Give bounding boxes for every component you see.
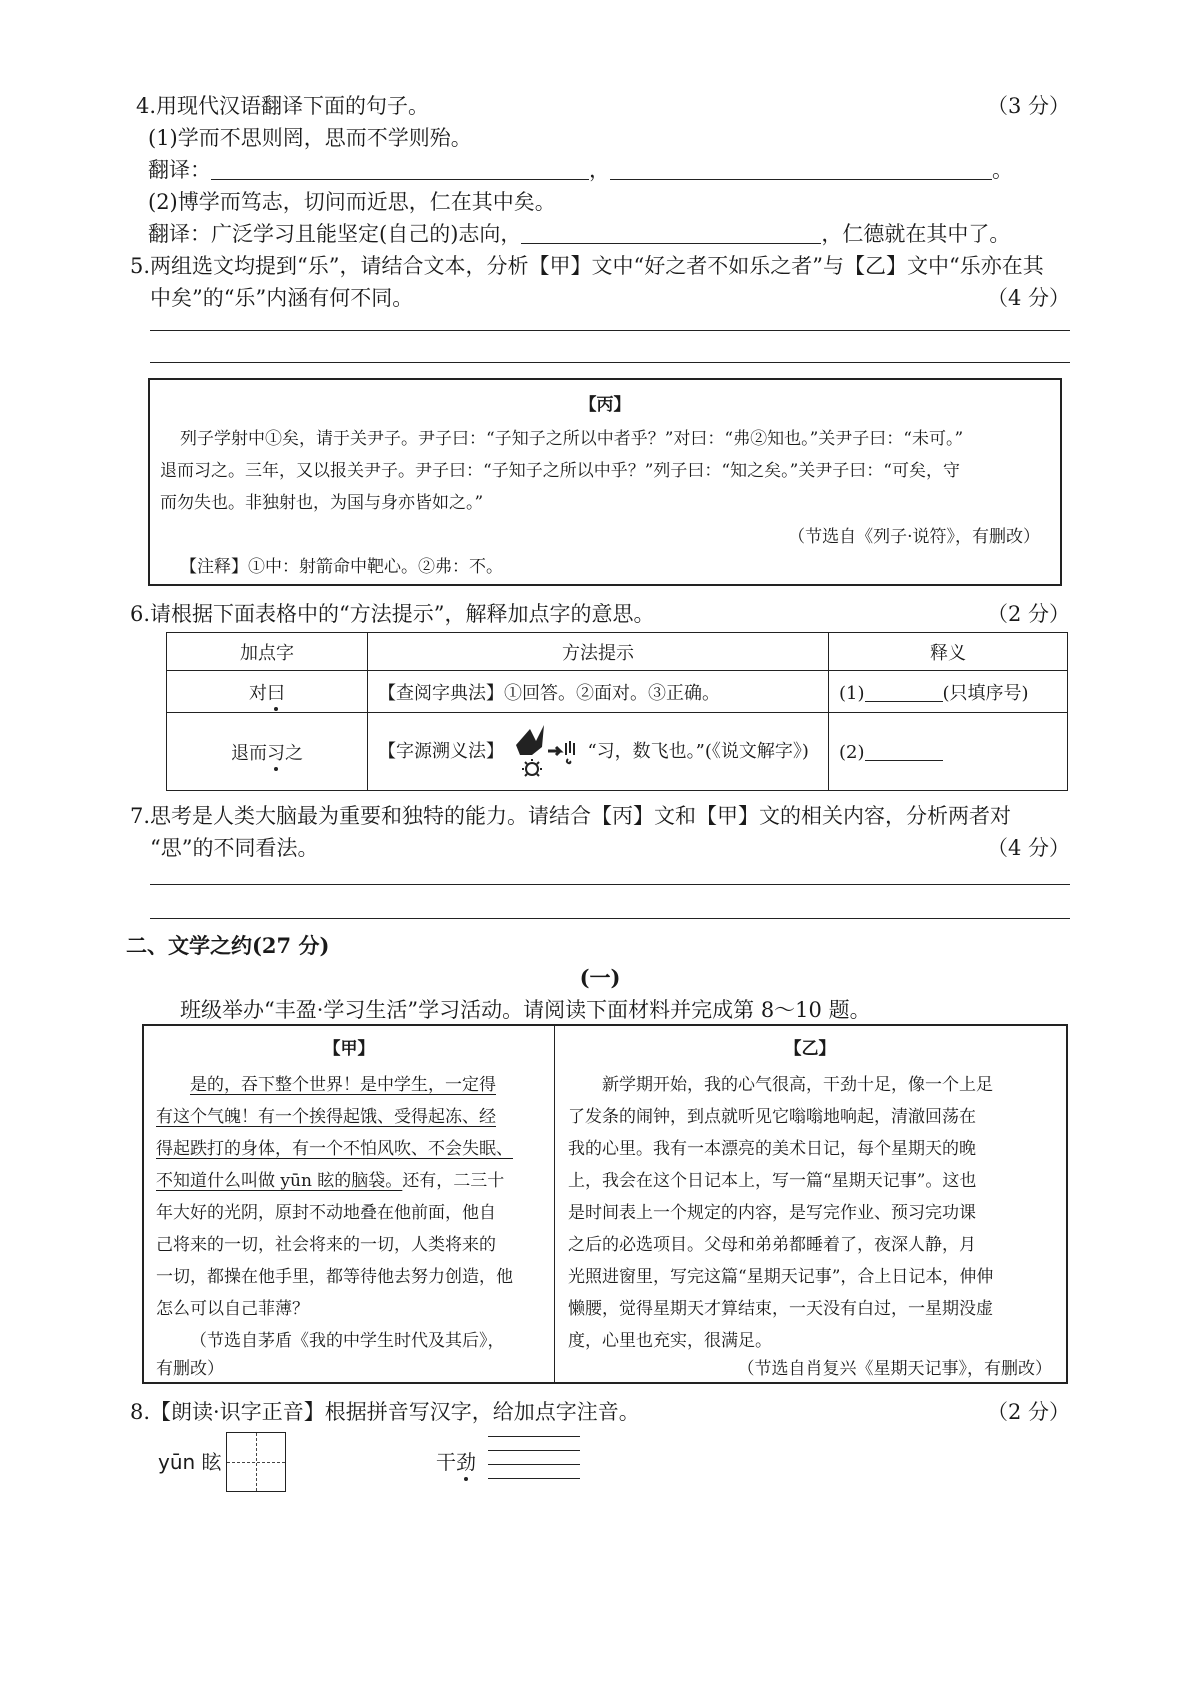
bing-line-2: 退而习之。三年，又以报关尹子。尹子曰：“子知子之所以中乎？”列子曰：“知之矣。”关尹子曰：“可矣，守 (160, 461, 960, 481)
q4-score: （3 分） (986, 94, 1070, 118)
section-2-intro: 班级举办“丰盈·学习生活”学习活动。请阅读下面材料并完成第 8～10 题。 (180, 998, 871, 1022)
jia-line-4-row (156, 1166, 504, 1191)
answer-blank[interactable] (521, 223, 821, 244)
column-divider (554, 1026, 555, 1382)
header-meaning: 释义 (829, 633, 1068, 671)
pinyin-four-line-grid[interactable] (488, 1436, 580, 1482)
q4-answer-line-2 (148, 218, 1010, 248)
meaning-cell (829, 713, 1068, 791)
bing-title: 【丙】 (579, 395, 631, 415)
bing-line-3: 而勿失也。非独射也，为国与身亦皆如之。” (160, 493, 484, 513)
q5-score: （4 分） (986, 286, 1070, 310)
dot-mark (466, 1460, 472, 1466)
header-word: 加点字 (167, 633, 368, 671)
table-row (167, 671, 1068, 713)
method-cell: 【查阅字典法】①回答。②面对。③正确。 (368, 671, 829, 713)
word-cell (167, 713, 368, 791)
bing-passage-box (148, 378, 1062, 586)
jia-line-3: 得起跌打的身体，有一个不怕风吹、不会失眠、 (156, 1139, 513, 1159)
yi-line-8: 懒腰，觉得星期天才算结束，一天没有白过，一星期没虚 (568, 1299, 993, 1319)
yi-line-2: 了发条的闹钟，到点就听见它嗡嗡地响起，清澈回荡在 (568, 1107, 976, 1127)
section-2-subtitle: (一) (579, 965, 621, 990)
jia-line-4: 不知道什么叫做 yūn 眩的脑袋。 (156, 1171, 403, 1191)
word-text: 退而习之 (231, 743, 303, 764)
pinyin-line (488, 1436, 580, 1437)
q7-line-2: “思”的不同看法。 (150, 836, 319, 860)
pinyin-line (488, 1464, 580, 1465)
answer-line[interactable] (150, 918, 1070, 919)
q6-stem: 6.请根据下面表格中的“方法提示”，解释加点字的意思。 (130, 602, 655, 626)
dotted-char: 劲 (456, 1446, 476, 1475)
answer-blank[interactable] (211, 159, 589, 180)
bird-sun-glyph-icon (510, 721, 582, 783)
jia-line-1: 是的，吞下整个世界！是中学生，一定得 (190, 1075, 496, 1095)
answer-blank[interactable] (865, 681, 943, 702)
meaning-cell (829, 671, 1068, 713)
yi-line-5: 是时间表上一个规定的内容，是写完作业、预习完功课 (568, 1203, 976, 1223)
pinyin-line (488, 1478, 580, 1479)
tian-zi-ge-box[interactable] (226, 1432, 286, 1492)
jia-title: 【甲】 (323, 1039, 375, 1059)
bing-note: 【注释】①中：射箭命中靶心。②弗：不。 (180, 557, 503, 577)
jia-panel (144, 1026, 554, 1382)
yi-line-4: 上，我会在这个日记本上，写一篇“星期天记事”。这也 (568, 1171, 977, 1191)
bing-line-1: 列子学射中①矣，请于关尹子。尹子曰：“子知子之所以中者乎？”对曰：“弗②知也。”关尹子曰：“未可。” (180, 429, 964, 449)
reading-materials-box (142, 1024, 1068, 1384)
blank-hint: (只填序号) (942, 682, 1029, 704)
grid-vertical-guide (256, 1433, 257, 1491)
answer-blank[interactable] (865, 740, 943, 761)
q7-line-1: 7.思考是人类大脑最为重要和独特的能力。请结合【丙】文和【甲】文的相关内容，分析两者对 (130, 804, 1012, 828)
jia-line-2: 有这个气魄！有一个挨得起饿、受得起冻、经 (156, 1107, 496, 1127)
pinyin-line (488, 1450, 580, 1451)
dotted-char: 习 (267, 739, 285, 765)
section-2-title: 二、文学之约(27 分) (126, 933, 330, 958)
bing-source: （节选自《列子·说符》，有删改） (788, 527, 1040, 547)
q5-line-1: 5.两组选文均提到“乐”，请结合文本，分析【甲】文中“好之者不如乐之者”与【乙】文中“乐亦在其 (130, 254, 1044, 278)
yi-title: 【乙】 (784, 1039, 836, 1059)
header-method: 方法提示 (368, 633, 829, 671)
q5-line-2: 中矣”的“乐”内涵有何不同。 (150, 286, 414, 310)
method-table (166, 632, 1068, 791)
yi-source: （节选自肖复兴《星期天记事》，有删改） (737, 1359, 1052, 1379)
table-header-row (167, 633, 1068, 671)
translation-prefix: 翻译：广泛学习且能坚定(自己的)志向， (148, 222, 522, 246)
q6-score: （2 分） (986, 602, 1070, 626)
yi-line-6: 之后的必选项目。父母和弟弟都睡着了，夜深人静，月 (568, 1235, 976, 1255)
method-cell (368, 713, 829, 791)
yi-line-7: 光照进窗里，写完这篇“星期天记事”，合上日记本，伸伸 (568, 1267, 994, 1287)
jia-source-1: （节选自茅盾《我的中学生时代及其后》， (190, 1331, 505, 1351)
blank-label: (1) (839, 682, 865, 704)
method-label: 【字源溯义法】 (378, 740, 504, 762)
yi-line-3: 我的心里。我有一本漂亮的美术日记，每个星期天的晚 (568, 1139, 976, 1159)
comma: ， (589, 158, 610, 182)
jia-line-4-tail: 还有，二三十 (402, 1171, 505, 1191)
q8-score: （2 分） (986, 1400, 1070, 1424)
answer-line[interactable] (150, 884, 1070, 885)
q4-stem: 4.用现代汉语翻译下面的句子。 (136, 94, 430, 118)
table-row (167, 713, 1068, 791)
q7-score: （4 分） (986, 836, 1070, 860)
period: 。 (992, 158, 1013, 182)
blank-label: (2) (839, 742, 865, 763)
answer-blank[interactable] (610, 159, 992, 180)
q8-item-1-label: yūn 眩 (158, 1450, 222, 1474)
word-cell (167, 671, 368, 713)
yi-line-1: 新学期开始，我的心气很高，干劲十足，像一个上足 (602, 1075, 993, 1095)
dotted-char: 曰 (267, 679, 285, 705)
word-text: 对曰 (249, 683, 285, 704)
translation-suffix: ，仁德就在其中了。 (821, 222, 1011, 246)
yi-line-9: 度，心里也充实，很满足。 (568, 1331, 772, 1351)
q4-sentence-2: (2)博学而笃志，切问而近思，仁在其中矣。 (148, 190, 556, 214)
q4-sentence-1: (1)学而不思则罔，思而不学则殆。 (148, 126, 472, 150)
method-quote: “习，数飞也。”(《说文解字》) (587, 740, 809, 762)
q8-item-2-label: 干劲 (436, 1450, 476, 1474)
answer-line[interactable] (150, 330, 1070, 331)
jia-line-5: 年大好的光阴，原封不动地叠在他前面，他自 (156, 1203, 496, 1223)
yi-panel (556, 1026, 1064, 1382)
q4-answer-line-1 (148, 154, 1013, 184)
answer-line[interactable] (150, 362, 1070, 363)
jia-source-2: 有删改） (156, 1359, 224, 1379)
q8-stem: 8.【朗读·识字正音】根据拼音写汉字，给加点字注音。 (130, 1400, 640, 1424)
translation-label: 翻译： (148, 158, 211, 182)
jia-line-6: 己将来的一切，社会将来的一切，人类将来的 (156, 1235, 496, 1255)
jia-line-7: 一切，都操在他手里，都等待他去努力创造，他 (156, 1267, 513, 1287)
jia-line-8: 怎么可以自己菲薄？ (156, 1299, 309, 1319)
